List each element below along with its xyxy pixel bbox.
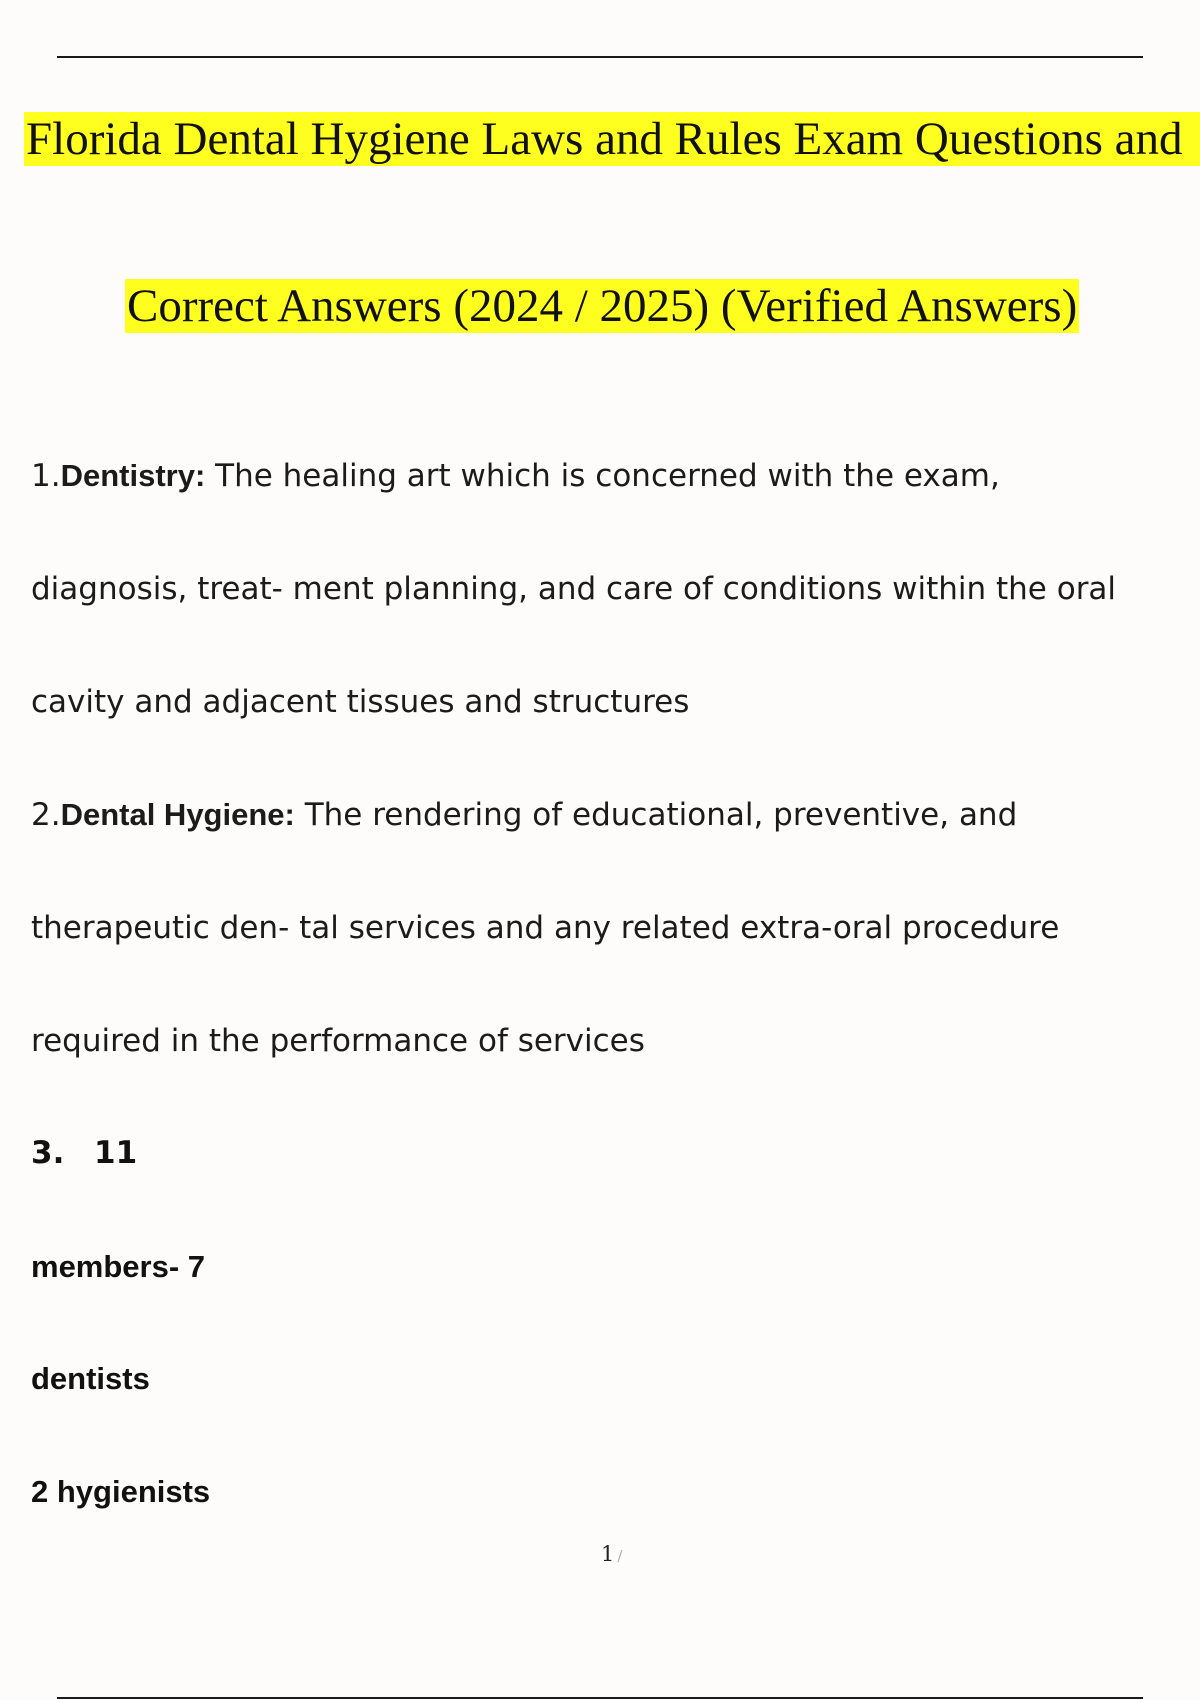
item-1-number: 1. (31, 458, 61, 494)
item-3-line-1: members- 7 (31, 1249, 206, 1284)
page-separator: / (617, 1547, 623, 1565)
item-1-line-3: cavity and adjacent tissues and structures (31, 684, 690, 720)
item-1-definition-part: The healing art which is concerned with the exam, (205, 458, 1000, 494)
item-2-definition-part: The rendering of educational, preventive, and (294, 797, 1018, 833)
item-1-line-2: diagnosis, treat- ment planning, and care of conditions within the oral (31, 571, 1117, 607)
item-1-first-line (31, 456, 1000, 496)
item-1-term: Dentistry: (60, 458, 206, 493)
item-3-number: 3. (31, 1135, 65, 1171)
item-2-number: 2. (31, 797, 61, 833)
document-title-line-1: Florida Dental Hygiene Laws and Rules Exam Questions and (24, 112, 1200, 166)
item-3-value: 11 (94, 1135, 138, 1171)
top-rule (57, 56, 1143, 58)
item-2-line-3: required in the performance of services (31, 1023, 645, 1059)
bottom-rule (57, 1697, 1143, 1699)
page-number-value: 1 (601, 1542, 615, 1566)
document-title-line-2: Correct Answers (2024 / 2025) (Verified Answers) (127, 280, 1078, 332)
item-2-term: Dental Hygiene: (60, 797, 295, 832)
page-number (601, 1541, 622, 1569)
item-3-line-3: 2 hygienists (31, 1474, 211, 1509)
item-2-first-line (31, 795, 1017, 835)
item-3-line-2: dentists (31, 1361, 150, 1396)
item-2-line-2: therapeutic den- tal services and any related extra-oral procedure (31, 910, 1060, 946)
